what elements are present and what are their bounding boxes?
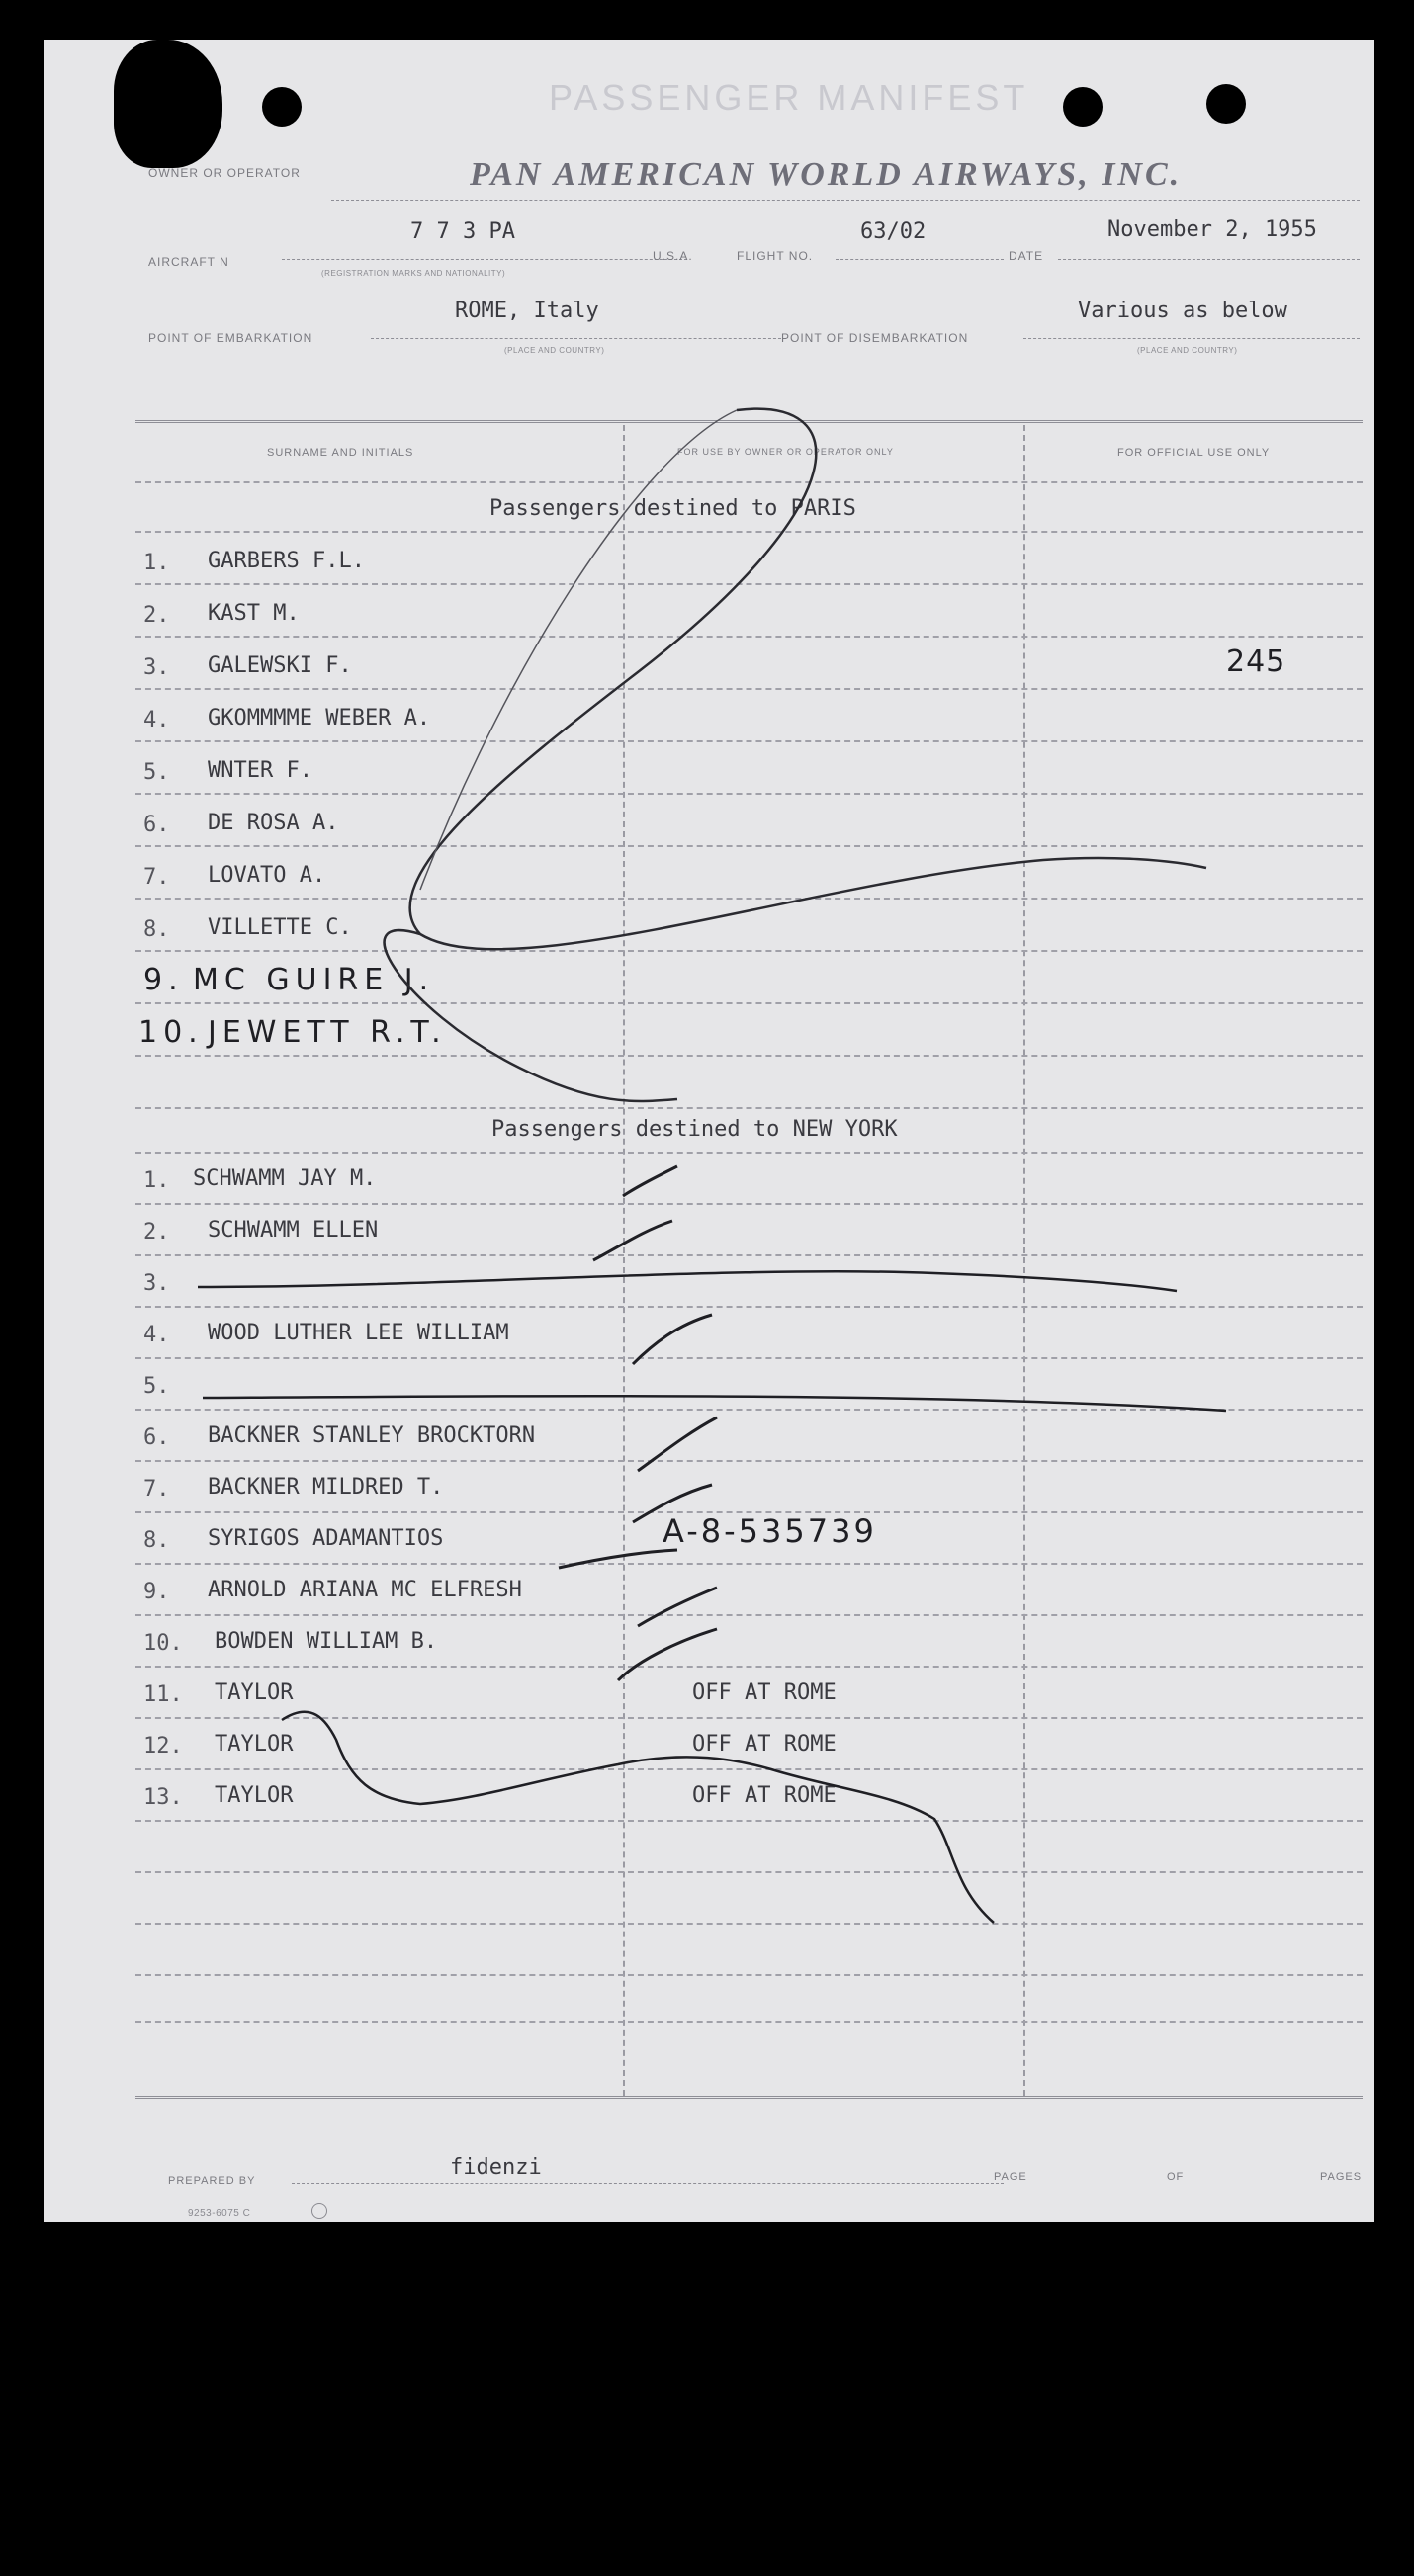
strike-row-3 bbox=[198, 1271, 1177, 1291]
passenger-name: VILLETTE C. bbox=[208, 915, 352, 940]
passenger-name: SYRIGOS ADAMANTIOS bbox=[208, 1526, 444, 1551]
row-number: 4. bbox=[143, 1323, 170, 1347]
row-number: 2. bbox=[143, 603, 170, 628]
disembarkation-sublabel: (PLACE AND COUNTRY) bbox=[1137, 346, 1238, 355]
row-number: 1. bbox=[143, 1168, 170, 1193]
aircraft-label: AIRCRAFT N bbox=[148, 255, 229, 269]
date-label: DATE bbox=[1009, 249, 1044, 263]
check-mark-6 bbox=[638, 1417, 717, 1471]
row-number: 12. bbox=[143, 1734, 183, 1759]
aircraft-sublabel: (REGISTRATION MARKS AND NATIONALITY) bbox=[321, 269, 506, 278]
remark: OFF AT ROME bbox=[692, 1783, 837, 1808]
prepared-label: PREPARED BY bbox=[168, 2175, 256, 2187]
of-label: OF bbox=[1167, 2171, 1185, 2183]
passenger-name: TAYLOR bbox=[215, 1732, 294, 1757]
row-number: 8. bbox=[143, 1528, 170, 1553]
operator-name: PAN AMERICAN WORLD AIRWAYS, INC. bbox=[470, 156, 1183, 193]
date-value: November 2, 1955 bbox=[1107, 217, 1317, 242]
passenger-name: SCHWAMM JAY M. bbox=[193, 1166, 377, 1191]
check-mark-9 bbox=[638, 1588, 717, 1626]
passenger-name: JEWETT R.T. bbox=[208, 1015, 447, 1050]
column-header-owner-use: FOR USE BY OWNER OR OPERATOR ONLY bbox=[677, 447, 894, 457]
passenger-name: LOVATO A. bbox=[208, 863, 326, 888]
row-number: 9. bbox=[143, 1580, 170, 1604]
row-number: 13. bbox=[143, 1785, 183, 1810]
column-header-names: SURNAME AND INITIALS bbox=[267, 447, 414, 459]
page-label: PAGE bbox=[994, 2171, 1027, 2183]
passenger-name: SCHWAMM ELLEN bbox=[208, 1218, 379, 1243]
passenger-name: MC GUIRE J. bbox=[193, 963, 435, 997]
passenger-name: GKOMMMME WEBER A. bbox=[208, 706, 431, 730]
check-mark-7 bbox=[633, 1485, 712, 1522]
dash-row-8 bbox=[559, 1550, 677, 1568]
paris-heading: Passengers destined to PARIS bbox=[489, 496, 856, 521]
paris-cancel-stroke bbox=[420, 410, 737, 890]
row-number: 1. bbox=[143, 551, 170, 575]
usa-label: U.S.A. bbox=[653, 249, 693, 263]
strike-row-5 bbox=[203, 1396, 1226, 1411]
row-number: 2. bbox=[143, 1220, 170, 1245]
aircraft-value: 7 7 3 PA bbox=[410, 219, 515, 244]
row-number: 6. bbox=[143, 813, 170, 837]
passenger-name: WNTER F. bbox=[208, 758, 312, 783]
passenger-name: WOOD LUTHER LEE WILLIAM bbox=[208, 1321, 509, 1345]
newyork-heading: Passengers destined to NEW YORK bbox=[491, 1117, 898, 1142]
passenger-name: TAYLOR bbox=[215, 1783, 294, 1808]
flight-label: FLIGHT NO. bbox=[737, 249, 814, 263]
check-mark-4 bbox=[633, 1315, 712, 1364]
check-mark-1 bbox=[623, 1166, 677, 1196]
embarkation-value: ROME, Italy bbox=[455, 299, 599, 323]
remark: OFF AT ROME bbox=[692, 1680, 837, 1705]
passenger-name: GALEWSKI F. bbox=[208, 653, 352, 678]
disembarkation-label: POINT OF DISEMBARKATION bbox=[781, 331, 969, 345]
passenger-name: GARBERS F.L. bbox=[208, 549, 365, 573]
row-number: 9. bbox=[143, 963, 184, 997]
row-number: 4. bbox=[143, 708, 170, 732]
row-number: 7. bbox=[143, 865, 170, 890]
passenger-name: TAYLOR bbox=[215, 1680, 294, 1705]
row-number: 5. bbox=[143, 1374, 170, 1399]
row-number: 3. bbox=[143, 1271, 170, 1296]
passenger-name: DE ROSA A. bbox=[208, 811, 339, 835]
remark: OFF AT ROME bbox=[692, 1732, 837, 1757]
pages-label: PAGES bbox=[1320, 2171, 1363, 2183]
taylor-cancel-curve bbox=[282, 1712, 994, 1923]
column-header-official-use: FOR OFFICIAL USE ONLY bbox=[1117, 447, 1271, 459]
ink-annotations bbox=[44, 40, 1374, 2222]
row-number: 5. bbox=[143, 760, 170, 785]
row-number: 10. bbox=[138, 1015, 204, 1050]
passport-number-note: A-8-535739 bbox=[663, 1512, 877, 1550]
embarkation-label: POINT OF EMBARKATION bbox=[148, 331, 313, 345]
disembarkation-value: Various as below bbox=[1078, 299, 1287, 323]
passenger-name: BOWDEN WILLIAM B. bbox=[215, 1629, 438, 1654]
row-number: 6. bbox=[143, 1425, 170, 1450]
prepared-by-value: fidenzi bbox=[450, 2155, 542, 2180]
row-number: 10. bbox=[143, 1631, 183, 1656]
row-number: 8. bbox=[143, 917, 170, 942]
check-mark-2 bbox=[593, 1221, 672, 1260]
manifest-sheet bbox=[44, 40, 1374, 2222]
passenger-name: ARNOLD ARIANA MC ELFRESH bbox=[208, 1578, 522, 1602]
passenger-name: BACKNER STANLEY BROCKTORN bbox=[208, 1423, 536, 1448]
owner-label: OWNER OR OPERATOR bbox=[148, 166, 301, 180]
passenger-name: KAST M. bbox=[208, 601, 300, 626]
paris-cancel-loop bbox=[385, 409, 1206, 1101]
check-mark-10 bbox=[618, 1629, 717, 1680]
passenger-name: BACKNER MILDRED T. bbox=[208, 1475, 444, 1500]
row-number: 3. bbox=[143, 655, 170, 680]
flight-value: 63/02 bbox=[860, 219, 927, 244]
page-title: PASSENGER MANIFEST bbox=[549, 77, 1029, 118]
form-number: 9253-6075 C bbox=[188, 2208, 251, 2219]
embarkation-sublabel: (PLACE AND COUNTRY) bbox=[504, 346, 605, 355]
row-number: 7. bbox=[143, 1477, 170, 1502]
official-note: 245 bbox=[1226, 644, 1286, 679]
row-number: 11. bbox=[143, 1682, 183, 1707]
